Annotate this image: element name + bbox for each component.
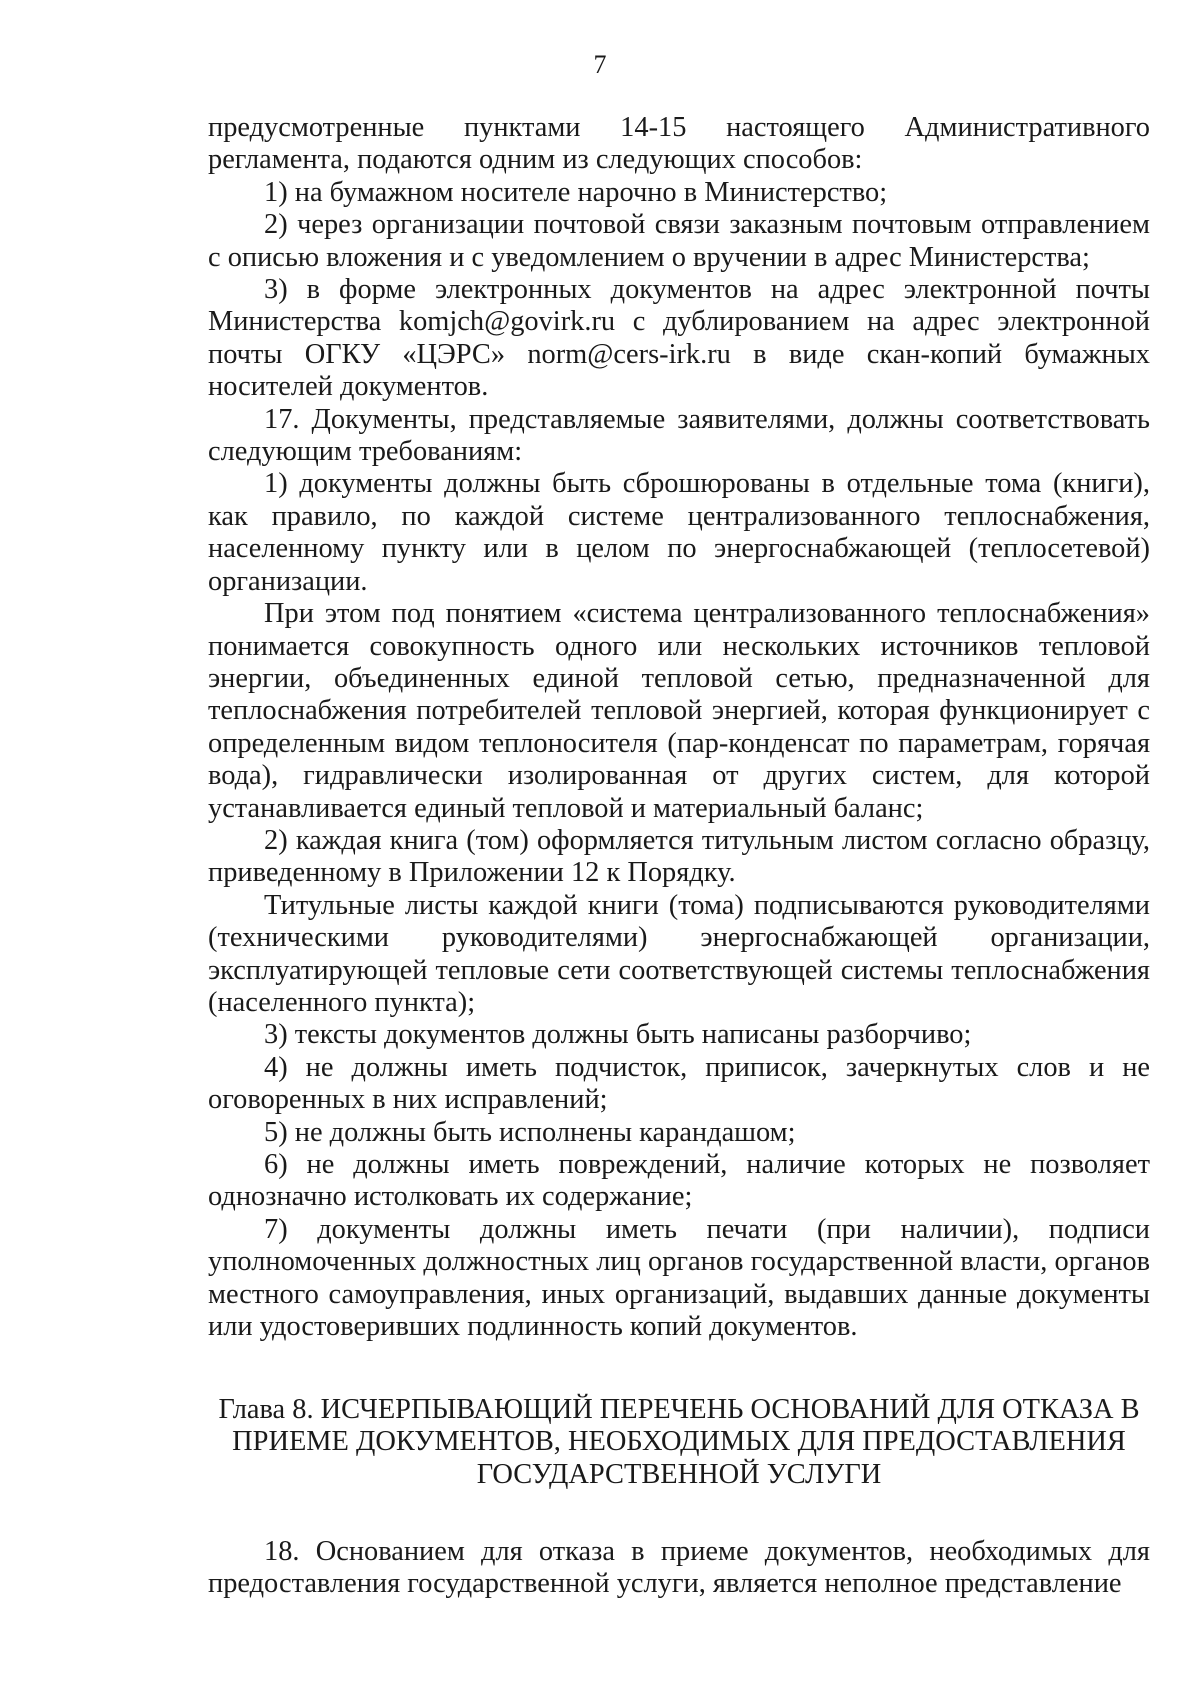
paragraph-continuation: предусмотренные пунктами 14-15 настоящего Административного регламента, подаются одним из следующих способов: bbox=[208, 112, 1150, 176]
paragraph-item-post: 2) через организации почтовой связи заказным почтовым отправлением с описью вложения и с уведомлением о вручении в адрес Министерства; bbox=[208, 209, 1150, 273]
paragraph-clause-18: 18. Основанием для отказа в приеме документов, необходимых для предоставления государственной услуги, является неполное представление bbox=[208, 1536, 1150, 1600]
paragraph-requirement-5: 5) не должны быть исполнены карандашом; bbox=[264, 1116, 796, 1148]
document-body-continued bbox=[208, 1536, 1150, 1601]
paragraph-title-pages: Титульные листы каждой книги (тома) подписываются руководителями (техническими руководителями) энергоснабжающей организации, эксплуатирующей тепловые сети соответствующей системы теплоснабжения (населенного пункта); bbox=[208, 889, 1150, 1018]
paragraph-item-email: 3) в форме электронных документов на адрес электронной почты Министерства komjch@govirk.ru с дублированием на адрес электронной почты ОГКУ «ЦЭРС» norm@cers-irk.ru в виде скан-копий бумажных носителей документов. bbox=[208, 274, 1150, 403]
paragraph-requirement-2: 2) каждая книга (том) оформляется титульным листом согласно образцу, приведенному в Приложении 12 к Порядку. bbox=[208, 824, 1150, 889]
document-body bbox=[208, 112, 1150, 1343]
paragraph-requirement-7: 7) документы должны иметь печати (при наличии), подписи уполномоченных должностных лиц органов государственной власти, органов местного самоуправления, иных организаций, выдавших данные документы или удостоверивших подлинность копий документов. bbox=[208, 1213, 1150, 1343]
paragraph-requirement-6: 6) не должны иметь повреждений, наличие которых не позволяет однозначно истолковать их содержание; bbox=[208, 1149, 1150, 1213]
chapter-heading: Глава 8. ИСЧЕРПЫВАЮЩИЙ ПЕРЕЧЕНЬ ОСНОВАНИЙ ДЛЯ ОТКАЗА В ПРИЕМЕ ДОКУМЕНТОВ, НЕОБХОДИМЫХ ДЛЯ ПРЕДОСТАВЛЕНИЯ ГОСУДАРСТВЕННОЙ УСЛУГИ bbox=[218, 1394, 1140, 1490]
paragraph-item-paper: 1) на бумажном носителе нарочно в Министерство; bbox=[264, 176, 888, 208]
paragraph-clause-17: 17. Документы, представляемые заявителями, должны соответствовать следующим требованиям: bbox=[208, 403, 1150, 468]
page-number: 7 bbox=[593, 50, 607, 79]
paragraph-requirement-3: 3) тексты документов должны быть написаны разборчиво; bbox=[264, 1019, 972, 1051]
paragraph-requirement-1: 1) документы должны быть сброшюрованы в отдельные тома (книги), как правило, по каждой системе централизованного теплоснабжения, населенному пункту или в целом по энергоснабжающей (теплосетевой) организации. bbox=[208, 468, 1150, 597]
paragraph-definition: При этом под понятием «система централизованного теплоснабжения» понимается совокупность одного или нескольких источников тепловой энергии, объединенных единой тепловой сетью, предназначенной для теплоснабжения потребителей тепловой энергией, которая функционирует с определенным видом теплоносителя (пар-конденсат по параметрам, горячая вода), гидравлически изолированная от других систем, для которой устанавливается единый тепловой и материальный баланс; bbox=[208, 598, 1150, 824]
paragraph-requirement-4: 4) не должны иметь подчисток, приписок, зачеркнутых слов и не оговоренных в них исправлений; bbox=[208, 1051, 1150, 1116]
